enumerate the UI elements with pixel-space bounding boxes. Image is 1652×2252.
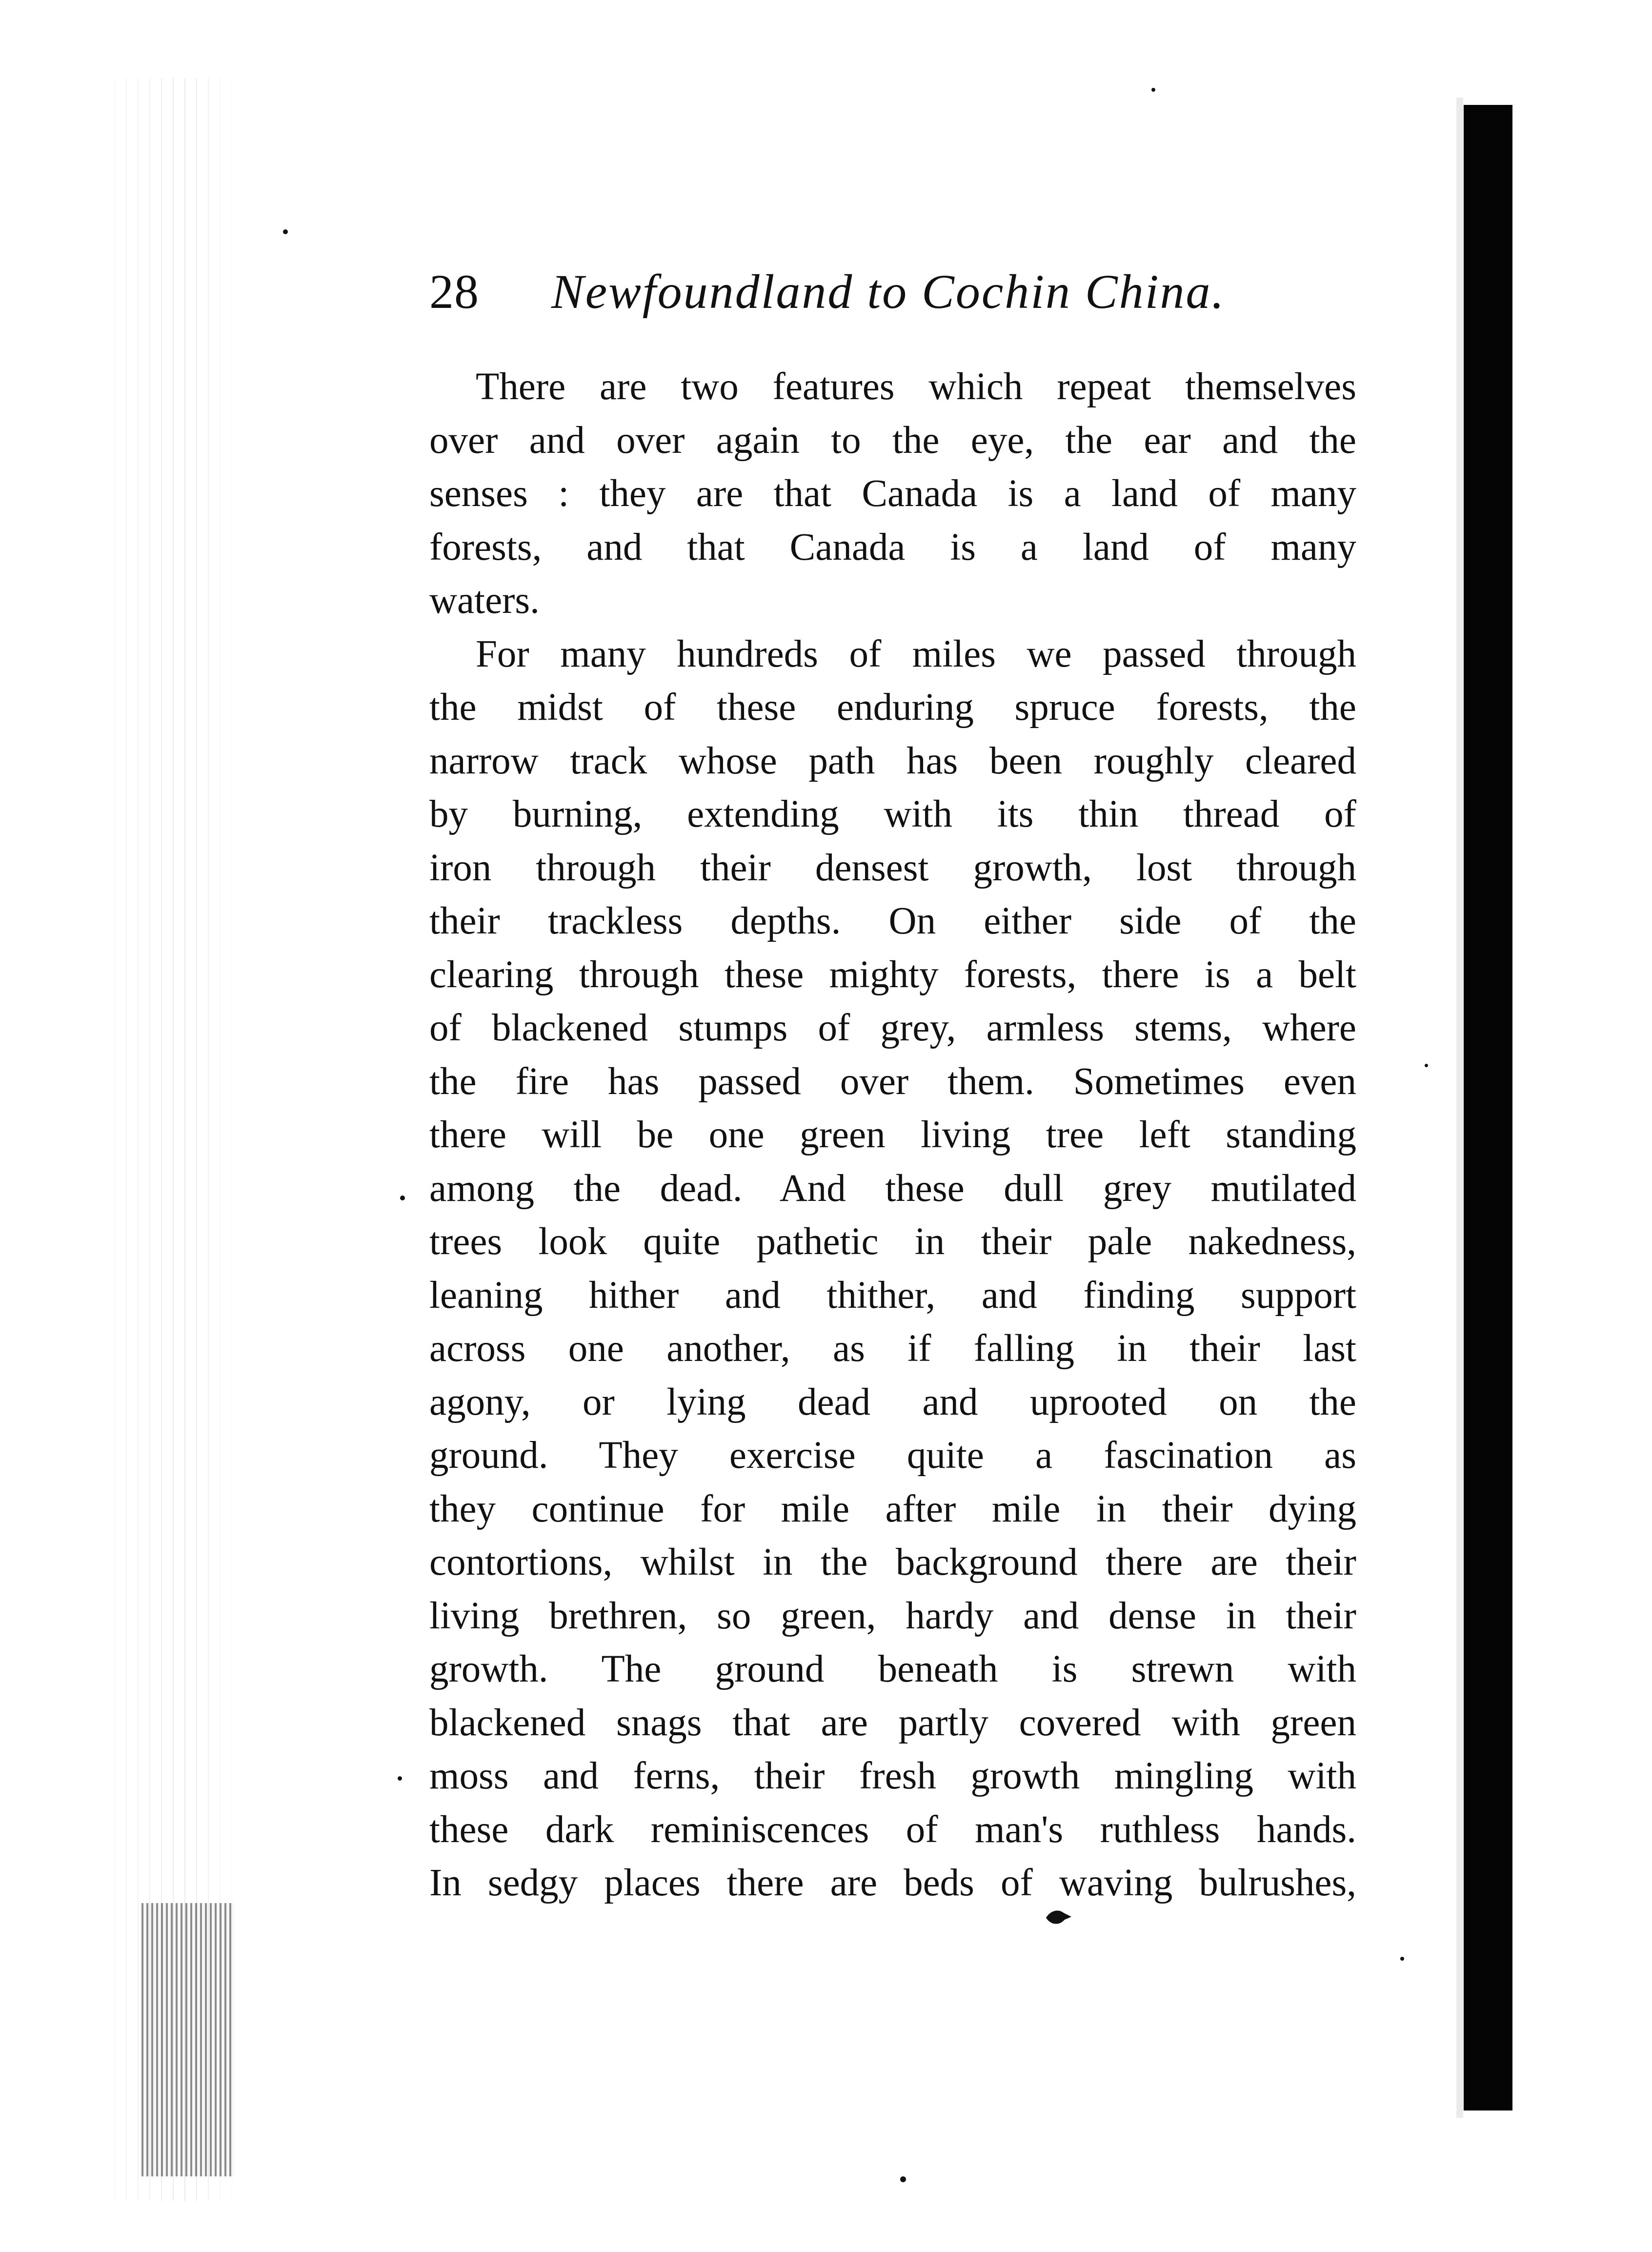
page-edge-shadow <box>1456 98 1463 2118</box>
paragraph-2 <box>429 628 1356 1910</box>
text-line: growth. The ground beneath is strewn with <box>429 1648 1356 1690</box>
scan-speck <box>1425 1064 1428 1067</box>
text-line: by burning, extending with its thin thread of <box>429 793 1356 835</box>
text-line: leaning hither and thither, and finding support <box>429 1274 1356 1317</box>
page-header <box>429 264 1356 337</box>
scan-speck <box>398 1776 402 1781</box>
text-line: the fire has passed over them. Sometimes even <box>429 1060 1356 1103</box>
text-line: living brethren, so green, hardy and dense in their <box>429 1594 1356 1637</box>
scan-speck <box>1151 88 1155 92</box>
body-text <box>429 360 1356 1910</box>
scan-speck <box>900 2176 906 2182</box>
text-line: waters. <box>429 579 540 622</box>
text-line: iron through their densest growth, lost through <box>429 846 1356 889</box>
scan-speck <box>1400 1957 1404 1961</box>
text-line: their trackless depths. On either side of the <box>429 900 1356 942</box>
text-line: In sedgy places there are beds of waving bulrushes, <box>429 1862 1356 1904</box>
text-line: moss and ferns, their fresh growth mingling with <box>429 1755 1356 1797</box>
text-line: agony, or lying dead and uprooted on the <box>429 1380 1356 1423</box>
text-line: the midst of these enduring spruce forests, the <box>429 686 1356 729</box>
text-line: among the dead. And these dull grey mutilated <box>429 1167 1356 1210</box>
scan-speck <box>283 229 288 234</box>
text-line: There are two features which repeat themselves <box>476 365 1356 408</box>
page-number: 28 <box>429 264 479 319</box>
text-line: trees look quite pathetic in their pale nakedness, <box>429 1220 1356 1263</box>
page-edge-bar <box>1464 105 1512 2110</box>
text-line: contortions, whilst in the background there are their <box>429 1541 1356 1583</box>
binding-gutter-shadow <box>110 78 237 2201</box>
book-page <box>429 264 1356 1910</box>
text-line: blackened snags that are partly covered with green <box>429 1701 1356 1744</box>
text-line: of blackened stumps of grey, armless stems, where <box>429 1007 1356 1049</box>
text-line: clearing through these mighty forests, there is a belt <box>429 953 1356 996</box>
binding-gutter-dark-edge <box>141 1903 234 2176</box>
text-line: narrow track whose path has been roughly cleared <box>429 739 1356 782</box>
running-title: Newfoundland to Cochin China. <box>551 264 1226 319</box>
scan-speck <box>400 1196 405 1200</box>
text-line: senses : they are that Canada is a land of many <box>429 472 1356 515</box>
text-line: there will be one green living tree left standing <box>429 1114 1356 1156</box>
text-line: these dark reminiscences of man's ruthless hands. <box>429 1808 1356 1851</box>
text-line: across one another, as if falling in their last <box>429 1327 1356 1370</box>
text-line: ground. They exercise quite a fascination as <box>429 1434 1356 1477</box>
text-line: For many hundreds of miles we passed through <box>476 632 1356 675</box>
text-line: over and over again to the eye, the ear and the <box>429 419 1356 462</box>
paragraph-1 <box>429 360 1356 628</box>
printer-ornament-icon <box>1044 1908 1073 1927</box>
text-line: they continue for mile after mile in their dying <box>429 1487 1356 1530</box>
text-line: forests, and that Canada is a land of many <box>429 526 1356 568</box>
